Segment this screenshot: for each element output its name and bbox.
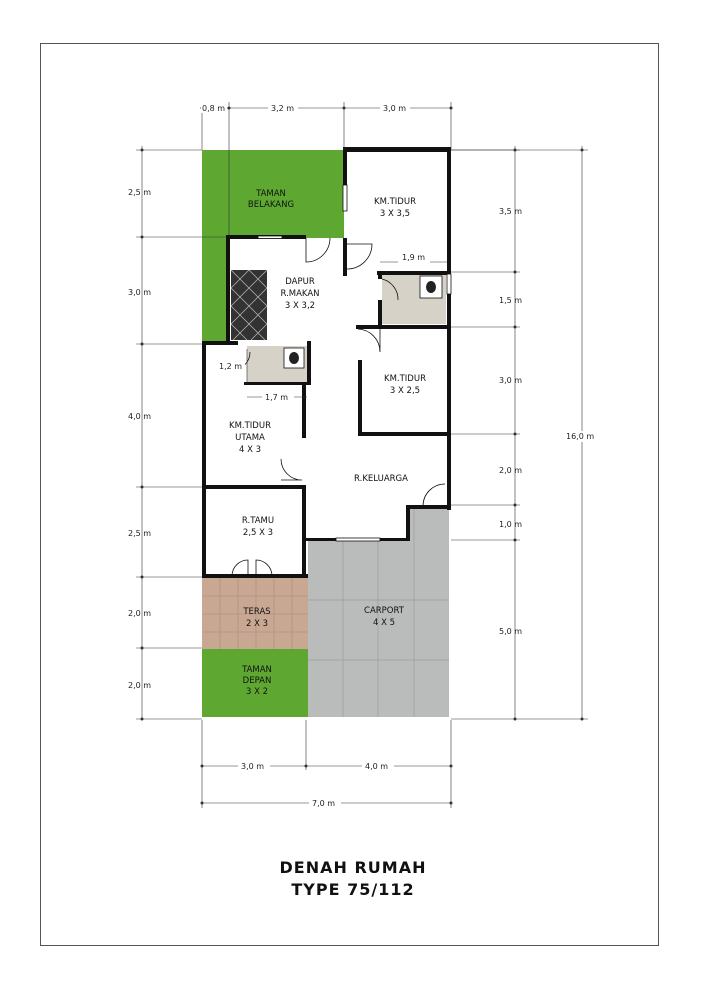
dim-right-3: 2,0 m <box>499 466 523 475</box>
label-carport-0: CARPORT <box>364 606 404 616</box>
carport-side-strip <box>410 508 449 540</box>
label-km-tidur-2-1: 3 X 2,5 <box>389 386 421 396</box>
label-km-tidur-utama-0: KM.TIDUR <box>229 421 271 431</box>
dim-top-2: 3,0 m <box>383 104 407 113</box>
dim-bath-lower-height: 1,2 m <box>219 362 243 371</box>
label-taman-depan-0: TAMAN <box>242 665 272 675</box>
label-km-tidur-utama-1: UTAMA <box>235 433 265 443</box>
dim-bath-upper-width: 1,9 m <box>402 253 426 262</box>
dim-left-2: 4,0 m <box>128 412 152 421</box>
dim-right-5: 5,0 m <box>499 627 523 636</box>
label-taman-belakang-0: TAMAN <box>256 189 286 199</box>
dim-right-1: 1,5 m <box>499 296 523 305</box>
label-km-tidur-1-1: 3 X 3,5 <box>379 209 411 219</box>
dim-bath-lower-width: 1,7 m <box>265 393 289 402</box>
label-r-tamu-1: 2,5 X 3 <box>242 528 274 538</box>
label-r-keluarga: R.KELUARGA <box>354 474 408 484</box>
dim-left-0: 2,5 m <box>128 188 152 197</box>
dim-right-4: 1,0 m <box>499 520 523 529</box>
dim-top-0: 0,8 m <box>202 104 226 113</box>
label-km-tidur-utama-2: 4 X 3 <box>238 445 262 455</box>
taman-belakang-strip <box>202 238 230 344</box>
dim-total-width: 7,0 m <box>312 799 336 808</box>
dim-top-1: 3,2 m <box>271 104 295 113</box>
label-taman-depan-1: DEPAN <box>242 676 272 686</box>
label-teras-1: 2 X 3 <box>245 619 269 629</box>
dim-left-4: 2,0 m <box>128 609 152 618</box>
label-dapur-0: DAPUR <box>285 277 315 287</box>
plan-title-line-2: TYPE 75/112 <box>291 880 415 899</box>
dim-total-height: 16,0 m <box>566 432 595 441</box>
label-km-tidur-2-0: KM.TIDUR <box>384 374 426 384</box>
label-r-tamu-0: R.TAMU <box>241 516 275 526</box>
label-dapur-2: 3 X 3,2 <box>284 301 316 311</box>
dim-right-2: 3,0 m <box>499 376 523 385</box>
dim-bottom-1: 4,0 m <box>365 762 389 771</box>
carport-floor <box>308 540 449 717</box>
label-taman-depan-2: 3 X 2 <box>245 687 269 697</box>
dim-left-1: 3,0 m <box>128 288 152 297</box>
plan-title-line-1: DENAH RUMAH <box>279 858 427 877</box>
dim-left-5: 2,0 m <box>128 681 152 690</box>
dim-left-3: 2,5 m <box>128 529 152 538</box>
dim-bottom-0: 3,0 m <box>241 762 265 771</box>
label-taman-belakang-1: BELAKANG <box>247 200 295 210</box>
label-teras-0: TERAS <box>243 607 271 617</box>
label-dapur-1: R.MAKAN <box>280 289 320 299</box>
label-carport-1: 4 X 5 <box>372 618 396 628</box>
label-km-tidur-1-0: KM.TIDUR <box>374 197 416 207</box>
dim-right-0: 3,5 m <box>499 207 523 216</box>
